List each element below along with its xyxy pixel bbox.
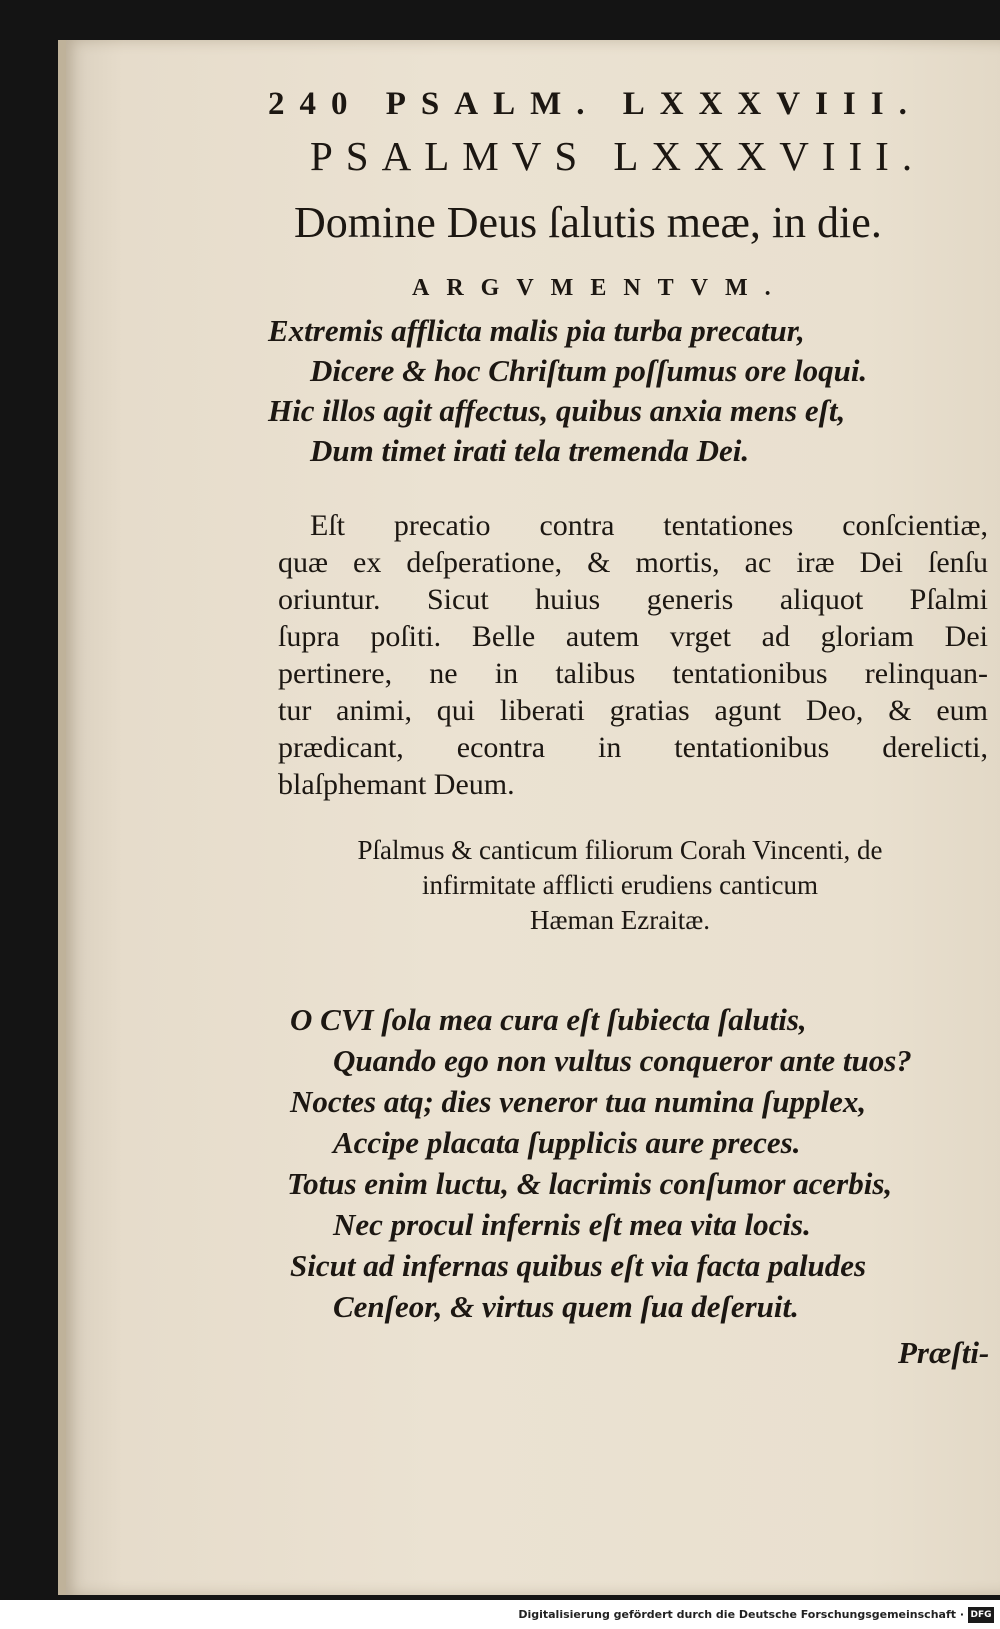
digitization-footer bbox=[0, 1604, 1000, 1629]
verse-line: Totus enim luctu, & lacrimis conſumor acerbis, bbox=[287, 1166, 893, 1201]
verse-line: Noctes atq; dies veneror tua numina ſupplex, bbox=[290, 1084, 867, 1119]
prose-line: pertinere, ne in talibus tentationibus relinquan- bbox=[278, 657, 988, 690]
catchword: Præſti- bbox=[898, 1335, 990, 1370]
verse-line: Accipe placata ſupplicis aure preces. bbox=[333, 1125, 801, 1160]
dedication-line: Pſalmus & canticum filiorum Corah Vincenti, de bbox=[357, 835, 883, 865]
argument-line: Dicere & hoc Chriſtum poſſumus ore loqui. bbox=[310, 353, 868, 388]
dfg-logo-icon: DFG bbox=[968, 1607, 994, 1623]
verse-line: Quando ego non vultus conqueror ante tuos? bbox=[333, 1043, 912, 1078]
prose-line: prædicant, econtra in tentationibus derelicti, bbox=[278, 731, 988, 764]
prose-line: ſupra poſiti. Belle autem vrget ad gloriam Dei bbox=[278, 620, 988, 653]
psalm-incipit: Domine Deus ſalutis meæ, in die. bbox=[294, 198, 882, 247]
verse-line: O CVI ſola mea cura eſt ſubiecta ſalutis, bbox=[290, 1002, 807, 1037]
argument-line: Hic illos agit affectus, quibus anxia mens eſt, bbox=[268, 393, 846, 428]
book-page bbox=[58, 40, 1000, 1595]
verse-line: Nec procul infernis eſt mea vita locis. bbox=[333, 1207, 811, 1242]
prose-line: tur animi, qui liberati gratias agunt Deo, & eum bbox=[278, 694, 988, 727]
prose-line: oriuntur. Sicut huius generis aliquot Pſalmi bbox=[278, 583, 988, 616]
dedication-line: infirmitate afflicti erudiens canticum bbox=[421, 870, 819, 900]
digitization-note: Digitalisierung gefördert durch die Deutsche Forschungsgemeinschaft · bbox=[518, 1608, 964, 1621]
prose-line: Eſt precatio contra tentationes conſcientiæ, bbox=[310, 509, 988, 542]
psalm-title: PSALMVS LXXXVIII. bbox=[310, 133, 926, 179]
prose-line: quæ ex deſperatione, & mortis, ac iræ Dei ſenſu bbox=[278, 546, 988, 579]
verse-line: Cenſeor, & virtus quem ſua deſeruit. bbox=[333, 1289, 799, 1324]
argument-heading: ARGVMENTVM. bbox=[412, 275, 788, 301]
argument-line: Extremis afflicta malis pia turba precatur, bbox=[268, 313, 805, 348]
verse-line: Sicut ad infernas quibus eſt via facta paludes bbox=[290, 1248, 867, 1283]
running-head: 240 PSALM. LXXXVIII. bbox=[268, 86, 922, 122]
argument-line: Dum timet irati tela tremenda Dei. bbox=[310, 433, 750, 468]
dedication-line: Hæman Ezraitæ. bbox=[530, 905, 710, 935]
prose-line: blaſphemant Deum. bbox=[278, 768, 515, 801]
